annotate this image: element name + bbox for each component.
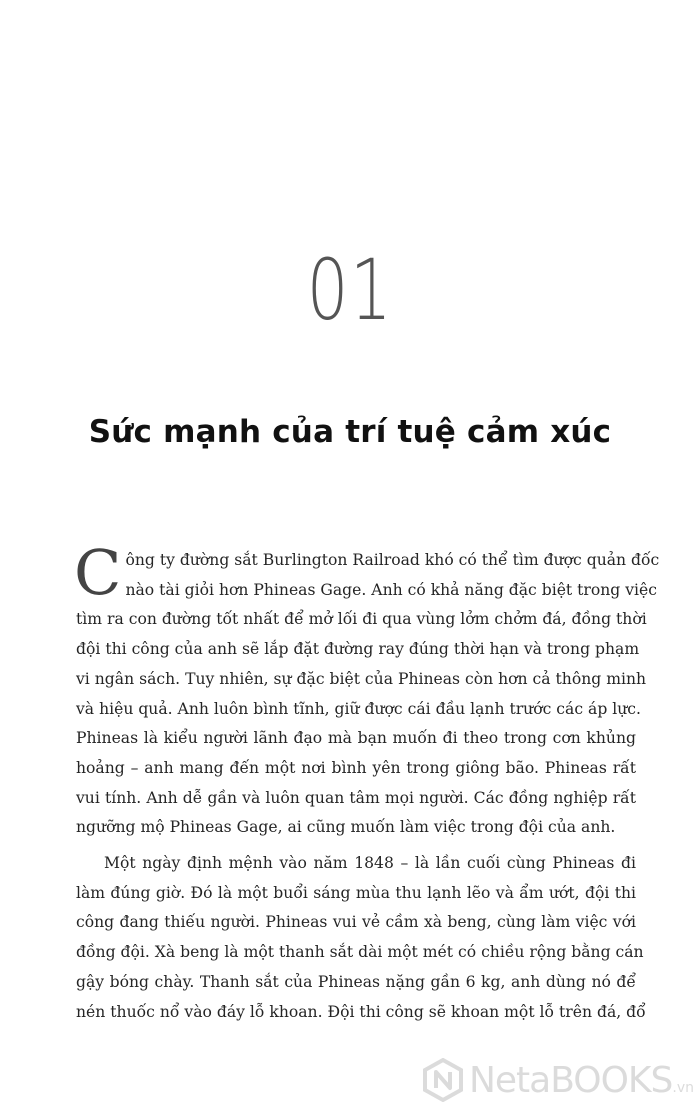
watermark-text: NetaBOOKS.vn	[468, 1059, 694, 1101]
text-line: vi ngân sách. Tuy nhiên, sự đặc biệt của Phineas còn hơn cả thông minh	[76, 669, 647, 688]
body-text	[74, 536, 660, 1027]
text-line: vui tính. Anh dễ gần và luôn quan tâm mọi người. Các đồng nghiệp rất	[76, 788, 636, 807]
netabooks-logo-icon	[423, 1058, 463, 1102]
text-line: nén thuốc nổ vào đáy lỗ khoan. Đội thi công sẽ khoan một lỗ trên đá, đổ	[76, 1002, 646, 1021]
paragraph-2	[76, 849, 646, 1027]
text-line: làm đúng giờ. Đó là một buổi sáng mùa thu lạnh lẽo và ẩm ướt, đội thi	[76, 883, 636, 902]
text-line: và hiệu quả. Anh luôn bình tĩnh, giữ được cái đầu lạnh trước các áp lực.	[76, 699, 641, 718]
watermark	[423, 1058, 694, 1102]
drop-cap: C	[74, 536, 122, 609]
text-line: gậy bóng chày. Thanh sắt của Phineas nặng gần 6 kg, anh dùng nó để	[76, 972, 636, 991]
text-line: nào tài giỏi hơn Phineas Gage. Anh có khả năng đặc biệt trong việc	[125, 580, 657, 599]
text-line: Một ngày định mệnh vào năm 1848 – là lần cuối cùng Phineas đi	[104, 854, 636, 873]
text-line: tìm ra con đường tốt nhất để mở lối đi qua vùng lởm chởm đá, đồng thời	[76, 610, 647, 629]
text-line: công đang thiếu người. Phineas vui vẻ cầm xà beng, cùng làm việc với	[76, 913, 636, 932]
chapter-title: Sức mạnh của trí tuệ cảm xúc	[88, 414, 612, 450]
text-line: ngưỡng mộ Phineas Gage, ai cũng muốn làm việc trong đội của anh.	[76, 818, 616, 837]
paragraph-1	[74, 536, 660, 843]
watermark-suffix: .vn	[672, 1079, 694, 1096]
chapter-number: 01	[306, 241, 394, 339]
text-line: Phineas là kiểu người lãnh đạo mà bạn muốn đi theo trong cơn khủng	[76, 729, 636, 748]
text-line: hoảng – anh mang đến một nơi bình yên trong giông bão. Phineas rất	[76, 758, 636, 777]
text-line: ông ty đường sắt Burlington Railroad khó có thể tìm được quản đốc	[125, 551, 660, 569]
text-line: đồng đội. Xà beng là một thanh sắt dài một mét có chiều rộng bằng cán	[76, 943, 644, 962]
text-line: đội thi công của anh sẽ lắp đặt đường ray đúng thời hạn và trong phạm	[76, 640, 640, 659]
